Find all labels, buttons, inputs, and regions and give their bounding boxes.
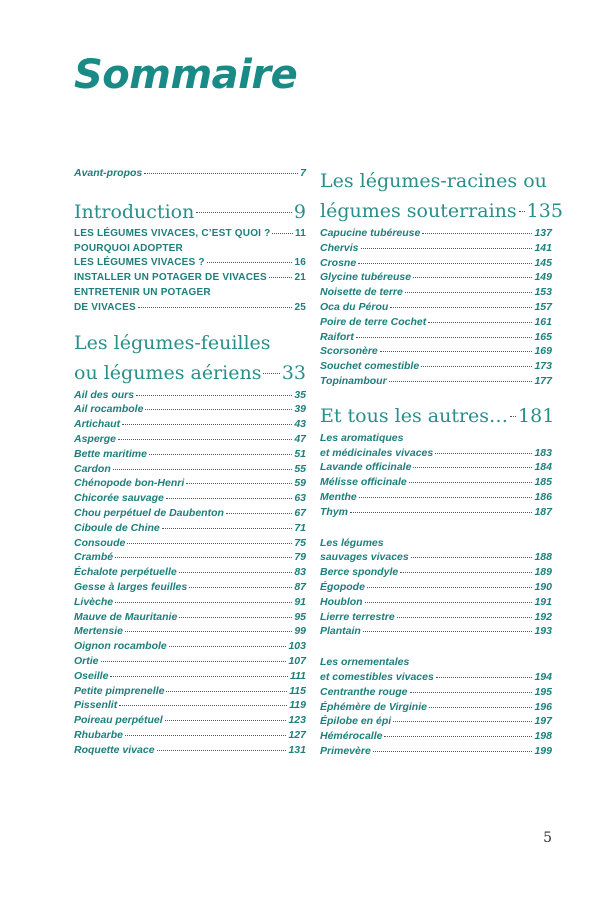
entry-label: Cardon xyxy=(74,462,111,475)
toc-entry[interactable] xyxy=(74,447,306,462)
chapter-label: ou légumes aériens xyxy=(74,361,262,384)
dot-leader xyxy=(179,617,292,618)
entry-label: Mauve de Mauritanie xyxy=(74,610,178,623)
entry-label-line1: POURQUOI ADOPTER xyxy=(74,242,183,254)
toc-entry[interactable] xyxy=(74,491,306,506)
entry-page: 87 xyxy=(294,580,306,593)
chapter-label: légumes souterrains xyxy=(320,200,517,222)
entry-page: 111 xyxy=(290,669,306,682)
dot-leader xyxy=(365,602,533,603)
toc-entry[interactable] xyxy=(320,475,552,490)
entry-page: 51 xyxy=(294,447,306,460)
entry-page: 99 xyxy=(294,625,306,638)
chapter-feuilles[interactable] xyxy=(74,358,306,388)
toc-entry[interactable] xyxy=(74,550,306,565)
entry-page: 71 xyxy=(294,521,306,534)
section-sauvages[interactable] xyxy=(320,550,552,565)
entry-label: Souchet comestible xyxy=(320,360,420,373)
entry-page: 47 xyxy=(294,432,306,445)
entry-label: DE VIVACES xyxy=(74,301,136,313)
toc-list-racines xyxy=(320,226,552,389)
dot-leader xyxy=(429,707,532,708)
toc-entry[interactable] xyxy=(74,271,306,286)
dot-leader xyxy=(122,424,292,425)
entry-page: 173 xyxy=(534,360,552,373)
entry-label: Plantain xyxy=(320,625,361,638)
toc-entry[interactable] xyxy=(74,536,306,551)
entry-label: Topinambour xyxy=(320,374,387,387)
chapter-introduction[interactable] xyxy=(74,197,306,227)
dot-leader xyxy=(125,631,292,632)
dot-leader xyxy=(435,453,532,454)
toc-entry[interactable] xyxy=(74,743,306,758)
entry-page: 83 xyxy=(294,566,306,579)
dot-leader xyxy=(359,497,533,498)
entry-label: Ciboule de Chine xyxy=(74,521,160,534)
entry-label: Oca du Pérou xyxy=(320,300,389,313)
toc-entry-avant-propos[interactable] xyxy=(74,166,306,181)
entry-label: Chicorée sauvage xyxy=(74,492,164,505)
dot-leader xyxy=(127,543,292,544)
entry-label: Ail rocambole xyxy=(74,403,144,416)
entry-page: 190 xyxy=(534,580,552,593)
toc-entry[interactable] xyxy=(320,610,552,625)
chapter-page: 33 xyxy=(281,361,306,384)
dot-leader xyxy=(436,677,533,678)
entry-page: 67 xyxy=(294,506,306,519)
dot-leader xyxy=(118,439,292,440)
dot-leader xyxy=(113,469,293,470)
toc-entry[interactable] xyxy=(74,684,306,699)
toc-entry[interactable] xyxy=(74,417,306,432)
entry-page: 193 xyxy=(534,625,552,638)
toc-entry[interactable] xyxy=(74,610,306,625)
dot-leader xyxy=(411,557,533,558)
entry-page: 145 xyxy=(534,256,552,269)
toc-entry[interactable] xyxy=(320,270,552,285)
entry-label: Asperge xyxy=(74,432,117,445)
toc-entry[interactable] xyxy=(74,476,306,491)
section-label: et médicinales vivaces xyxy=(320,446,434,459)
entry-page: 11 xyxy=(295,227,306,239)
section-page: 188 xyxy=(534,551,552,564)
entry-label: Égopode xyxy=(320,580,365,593)
dot-leader xyxy=(144,173,298,174)
chapter-autres[interactable] xyxy=(320,401,555,431)
entry-page: 189 xyxy=(534,566,552,579)
dot-leader xyxy=(166,498,292,499)
dot-leader xyxy=(358,263,532,264)
dot-leader xyxy=(119,705,287,706)
chapter-page: 181 xyxy=(518,404,555,427)
dot-leader xyxy=(165,720,287,721)
entry-label: Hémérocalle xyxy=(320,730,383,743)
chapter-page: 135 xyxy=(526,200,563,222)
toc-entry[interactable] xyxy=(320,344,552,359)
toc-entry[interactable] xyxy=(74,256,306,271)
entry-label: Houblon xyxy=(320,595,363,608)
dot-leader xyxy=(136,395,292,396)
entry-page: 195 xyxy=(534,685,552,698)
entry-page: 115 xyxy=(289,684,306,697)
entry-page: 21 xyxy=(294,272,306,284)
section-label: sauvages vivaces xyxy=(320,551,409,564)
toc-entry[interactable] xyxy=(320,624,552,639)
dot-leader xyxy=(189,587,292,588)
entry-label: Gesse à larges feuilles xyxy=(74,580,188,593)
dot-leader xyxy=(428,322,532,323)
chapter-page: 9 xyxy=(293,200,306,223)
dot-leader xyxy=(350,512,532,513)
entry-page: 103 xyxy=(288,640,306,653)
dot-leader xyxy=(373,751,533,752)
toc-column-right xyxy=(320,166,563,759)
toc-entry[interactable] xyxy=(320,330,552,345)
toc-entry[interactable] xyxy=(320,285,552,300)
toc-entry[interactable] xyxy=(320,490,552,505)
dot-leader xyxy=(384,736,532,737)
toc-entry[interactable] xyxy=(320,374,552,389)
dot-leader xyxy=(157,750,287,751)
toc-list-aromatiques xyxy=(320,460,552,519)
entry-page: 149 xyxy=(534,271,552,284)
dot-leader xyxy=(413,277,532,278)
entry-page: 157 xyxy=(534,300,552,313)
dot-leader xyxy=(115,602,292,603)
entry-page: 185 xyxy=(534,476,552,489)
toc-entry[interactable] xyxy=(74,669,306,684)
entry-page: 137 xyxy=(534,227,552,239)
dot-leader xyxy=(110,676,288,677)
page-number: 5 xyxy=(543,830,552,846)
section-label-line1: Les aromatiques xyxy=(320,431,404,444)
entry-label: Glycine tubéreuse xyxy=(320,271,412,284)
toc-list-ornementales xyxy=(320,685,552,759)
toc-entry[interactable] xyxy=(74,713,306,728)
dot-leader xyxy=(196,212,292,213)
entry-page: 131 xyxy=(288,743,306,756)
entry-page: 186 xyxy=(534,490,552,503)
entry-page: 35 xyxy=(294,388,306,401)
section-label-line1: Les légumes xyxy=(320,536,384,549)
entry-label: Éphémère de Virginie xyxy=(320,700,427,713)
entry-label-line1: ENTRETENIR UN POTAGER xyxy=(74,286,211,298)
entry-label: Mertensie xyxy=(74,625,124,638)
entry-label: Échalote perpétuelle xyxy=(74,566,177,579)
dot-leader xyxy=(397,617,533,618)
toc-entry[interactable] xyxy=(320,565,552,580)
entry-page: 119 xyxy=(289,699,306,712)
entry-label: Poire de terre Cochet xyxy=(320,315,427,328)
entry-page: 161 xyxy=(534,315,552,328)
entry-label: Primevère xyxy=(320,744,371,757)
entry-page: 95 xyxy=(294,610,306,623)
dot-leader xyxy=(115,557,292,558)
entry-label: Épilobe en épi xyxy=(320,715,392,728)
dot-leader xyxy=(361,248,533,249)
entry-label: Chénopode bon-Henri xyxy=(74,477,185,490)
toc-entry[interactable] xyxy=(320,685,552,700)
toc-entry[interactable] xyxy=(74,462,306,477)
toc-entry[interactable] xyxy=(320,580,552,595)
entry-page: 184 xyxy=(534,461,552,474)
toc-entry[interactable] xyxy=(320,300,552,315)
entry-page: 196 xyxy=(534,700,552,713)
toc-entry[interactable] xyxy=(74,624,306,639)
toc-entry[interactable] xyxy=(320,226,552,241)
dot-leader xyxy=(367,587,533,588)
toc-entry[interactable] xyxy=(74,595,306,610)
entry-label: Noisette de terre xyxy=(320,286,403,299)
dot-leader xyxy=(125,735,286,736)
dot-leader xyxy=(226,513,292,514)
entry-page: 199 xyxy=(534,744,552,757)
entry-page: 198 xyxy=(534,730,552,743)
entry-label: Crambé xyxy=(74,551,114,564)
section-page: 194 xyxy=(534,670,552,683)
entry-page: 127 xyxy=(288,728,306,741)
dot-leader xyxy=(380,351,533,352)
toc-entry[interactable] xyxy=(320,595,552,610)
entry-page: 192 xyxy=(534,610,552,623)
dot-leader xyxy=(145,409,292,410)
entry-label: LES LÉGUMES VIVACES, C’EST QUOI ? xyxy=(74,227,271,239)
toc-entry[interactable] xyxy=(74,388,306,403)
dot-leader xyxy=(101,661,287,662)
entry-label: Artichaut xyxy=(74,418,121,431)
chapter-racines[interactable] xyxy=(320,196,563,226)
entry-label: Petite pimprenelle xyxy=(74,684,165,697)
entry-label: Lavande officinale xyxy=(320,461,412,474)
dot-leader xyxy=(413,467,532,468)
entry-page: 59 xyxy=(294,477,306,490)
dot-leader xyxy=(519,211,525,212)
entry-page: 165 xyxy=(534,330,552,343)
dot-leader xyxy=(510,416,516,417)
entry-label: INSTALLER UN POTAGER DE VIVACES xyxy=(74,272,267,284)
toc-entry[interactable] xyxy=(320,714,552,729)
toc-entry[interactable] xyxy=(320,744,552,759)
entry-page: 187 xyxy=(534,505,552,518)
dot-leader xyxy=(166,691,287,692)
entry-label: Pissenlit xyxy=(74,699,118,712)
toc-entry[interactable] xyxy=(74,402,306,417)
entry-label: Mélisse officinale xyxy=(320,476,407,489)
chapter-label: Introduction xyxy=(74,200,195,223)
toc-entry[interactable] xyxy=(74,432,306,447)
toc-entry[interactable] xyxy=(320,359,552,374)
entry-label: Bette maritime xyxy=(74,447,147,460)
toc-entry[interactable] xyxy=(320,241,552,256)
page-title: Sommaire xyxy=(74,52,298,98)
dot-leader xyxy=(263,373,279,374)
entry-label: Consoude xyxy=(74,536,126,549)
dot-leader xyxy=(272,233,293,234)
entry-label: Crosne xyxy=(320,256,357,269)
toc-entry[interactable] xyxy=(320,460,552,475)
entry-label: Chou perpétuel de Daubenton xyxy=(74,506,224,519)
section-label: et comestibles vivaces xyxy=(320,670,434,683)
dot-leader xyxy=(389,381,533,382)
entry-page: 7 xyxy=(300,167,306,179)
toc-entry[interactable] xyxy=(320,729,552,744)
entry-page: 25 xyxy=(294,301,306,313)
toc-list-sauvages xyxy=(320,565,552,639)
toc-entry[interactable] xyxy=(320,315,552,330)
toc-entry[interactable] xyxy=(320,256,552,271)
dot-leader xyxy=(207,262,293,263)
toc-entry[interactable] xyxy=(74,521,306,536)
dot-leader xyxy=(149,454,292,455)
entry-page: 107 xyxy=(288,654,306,667)
chapter-label-line1: Les légumes-racines ou xyxy=(320,170,547,192)
entry-label: Thym xyxy=(320,505,349,518)
entry-label: Oignon rocambole xyxy=(74,640,167,653)
toc-entry[interactable] xyxy=(320,700,552,715)
toc-entry[interactable] xyxy=(74,698,306,713)
entry-page: 55 xyxy=(294,462,306,475)
chapter-label: Et tous les autres… xyxy=(320,404,509,427)
toc-entry[interactable] xyxy=(74,654,306,669)
toc-entry[interactable] xyxy=(74,639,306,654)
dot-leader xyxy=(409,482,533,483)
entry-label: Oseille xyxy=(74,669,109,682)
entry-page: 16 xyxy=(294,257,306,269)
entry-label: Livèche xyxy=(74,595,114,608)
entry-label: Chervis xyxy=(320,241,359,254)
entry-label: Lierre terrestre xyxy=(320,610,395,623)
entry-label: Menthe xyxy=(320,490,357,503)
entry-page: 141 xyxy=(534,241,552,254)
dot-leader xyxy=(390,307,532,308)
section-label-line1: Les ornementales xyxy=(320,656,410,669)
dot-leader xyxy=(169,646,287,647)
entry-label: Rhubarbe xyxy=(74,728,124,741)
toc-entry[interactable] xyxy=(74,580,306,595)
section-aromatiques[interactable] xyxy=(320,446,552,461)
toc-entry[interactable] xyxy=(320,505,552,520)
dot-leader xyxy=(410,692,533,693)
entry-page: 177 xyxy=(534,374,552,387)
entry-label: Avant-propos xyxy=(74,167,143,179)
dot-leader xyxy=(138,307,293,308)
toc-entry[interactable] xyxy=(74,728,306,743)
entry-page: 39 xyxy=(294,403,306,416)
entry-page: 63 xyxy=(294,492,306,505)
dot-leader xyxy=(363,631,533,632)
entry-page: 191 xyxy=(534,595,552,608)
dot-leader xyxy=(356,337,533,338)
toc-entry[interactable] xyxy=(74,506,306,521)
entry-label: Capucine tubéreuse xyxy=(320,227,421,239)
entry-page: 123 xyxy=(288,714,306,727)
entry-label: Raifort xyxy=(320,330,354,343)
dot-leader xyxy=(400,572,532,573)
toc-entry[interactable] xyxy=(74,227,306,242)
entry-page: 43 xyxy=(294,418,306,431)
toc-entry[interactable] xyxy=(74,301,306,316)
entry-label: Berce spondyle xyxy=(320,566,399,579)
entry-page: 75 xyxy=(294,536,306,549)
dot-leader xyxy=(393,721,532,722)
entry-label: Poireau perpétuel xyxy=(74,714,163,727)
entry-label: Ail des ours xyxy=(74,388,135,401)
dot-leader xyxy=(186,483,292,484)
entry-page: 197 xyxy=(534,715,552,728)
dot-leader xyxy=(421,366,532,367)
dot-leader xyxy=(269,277,293,278)
toc-column-left xyxy=(74,166,306,758)
entry-page: 79 xyxy=(294,551,306,564)
chapter-label-line1: Les légumes-feuilles xyxy=(74,331,271,354)
dot-leader xyxy=(162,528,293,529)
entry-label: LES LÉGUMES VIVACES ? xyxy=(74,257,205,269)
entry-label: Centranthe rouge xyxy=(320,685,408,698)
entry-page: 91 xyxy=(294,595,306,608)
dot-leader xyxy=(422,233,532,234)
section-page: 183 xyxy=(534,446,552,459)
entry-label: Roquette vivace xyxy=(74,743,155,756)
toc-list-feuilles xyxy=(74,388,306,758)
dot-leader xyxy=(405,292,533,293)
entry-page: 169 xyxy=(534,345,552,358)
entry-label: Scorsonère xyxy=(320,345,378,358)
toc-entry[interactable] xyxy=(74,565,306,580)
section-ornementales[interactable] xyxy=(320,670,552,685)
dot-leader xyxy=(179,572,293,573)
entry-page: 153 xyxy=(534,286,552,299)
entry-label: Ortie xyxy=(74,654,99,667)
